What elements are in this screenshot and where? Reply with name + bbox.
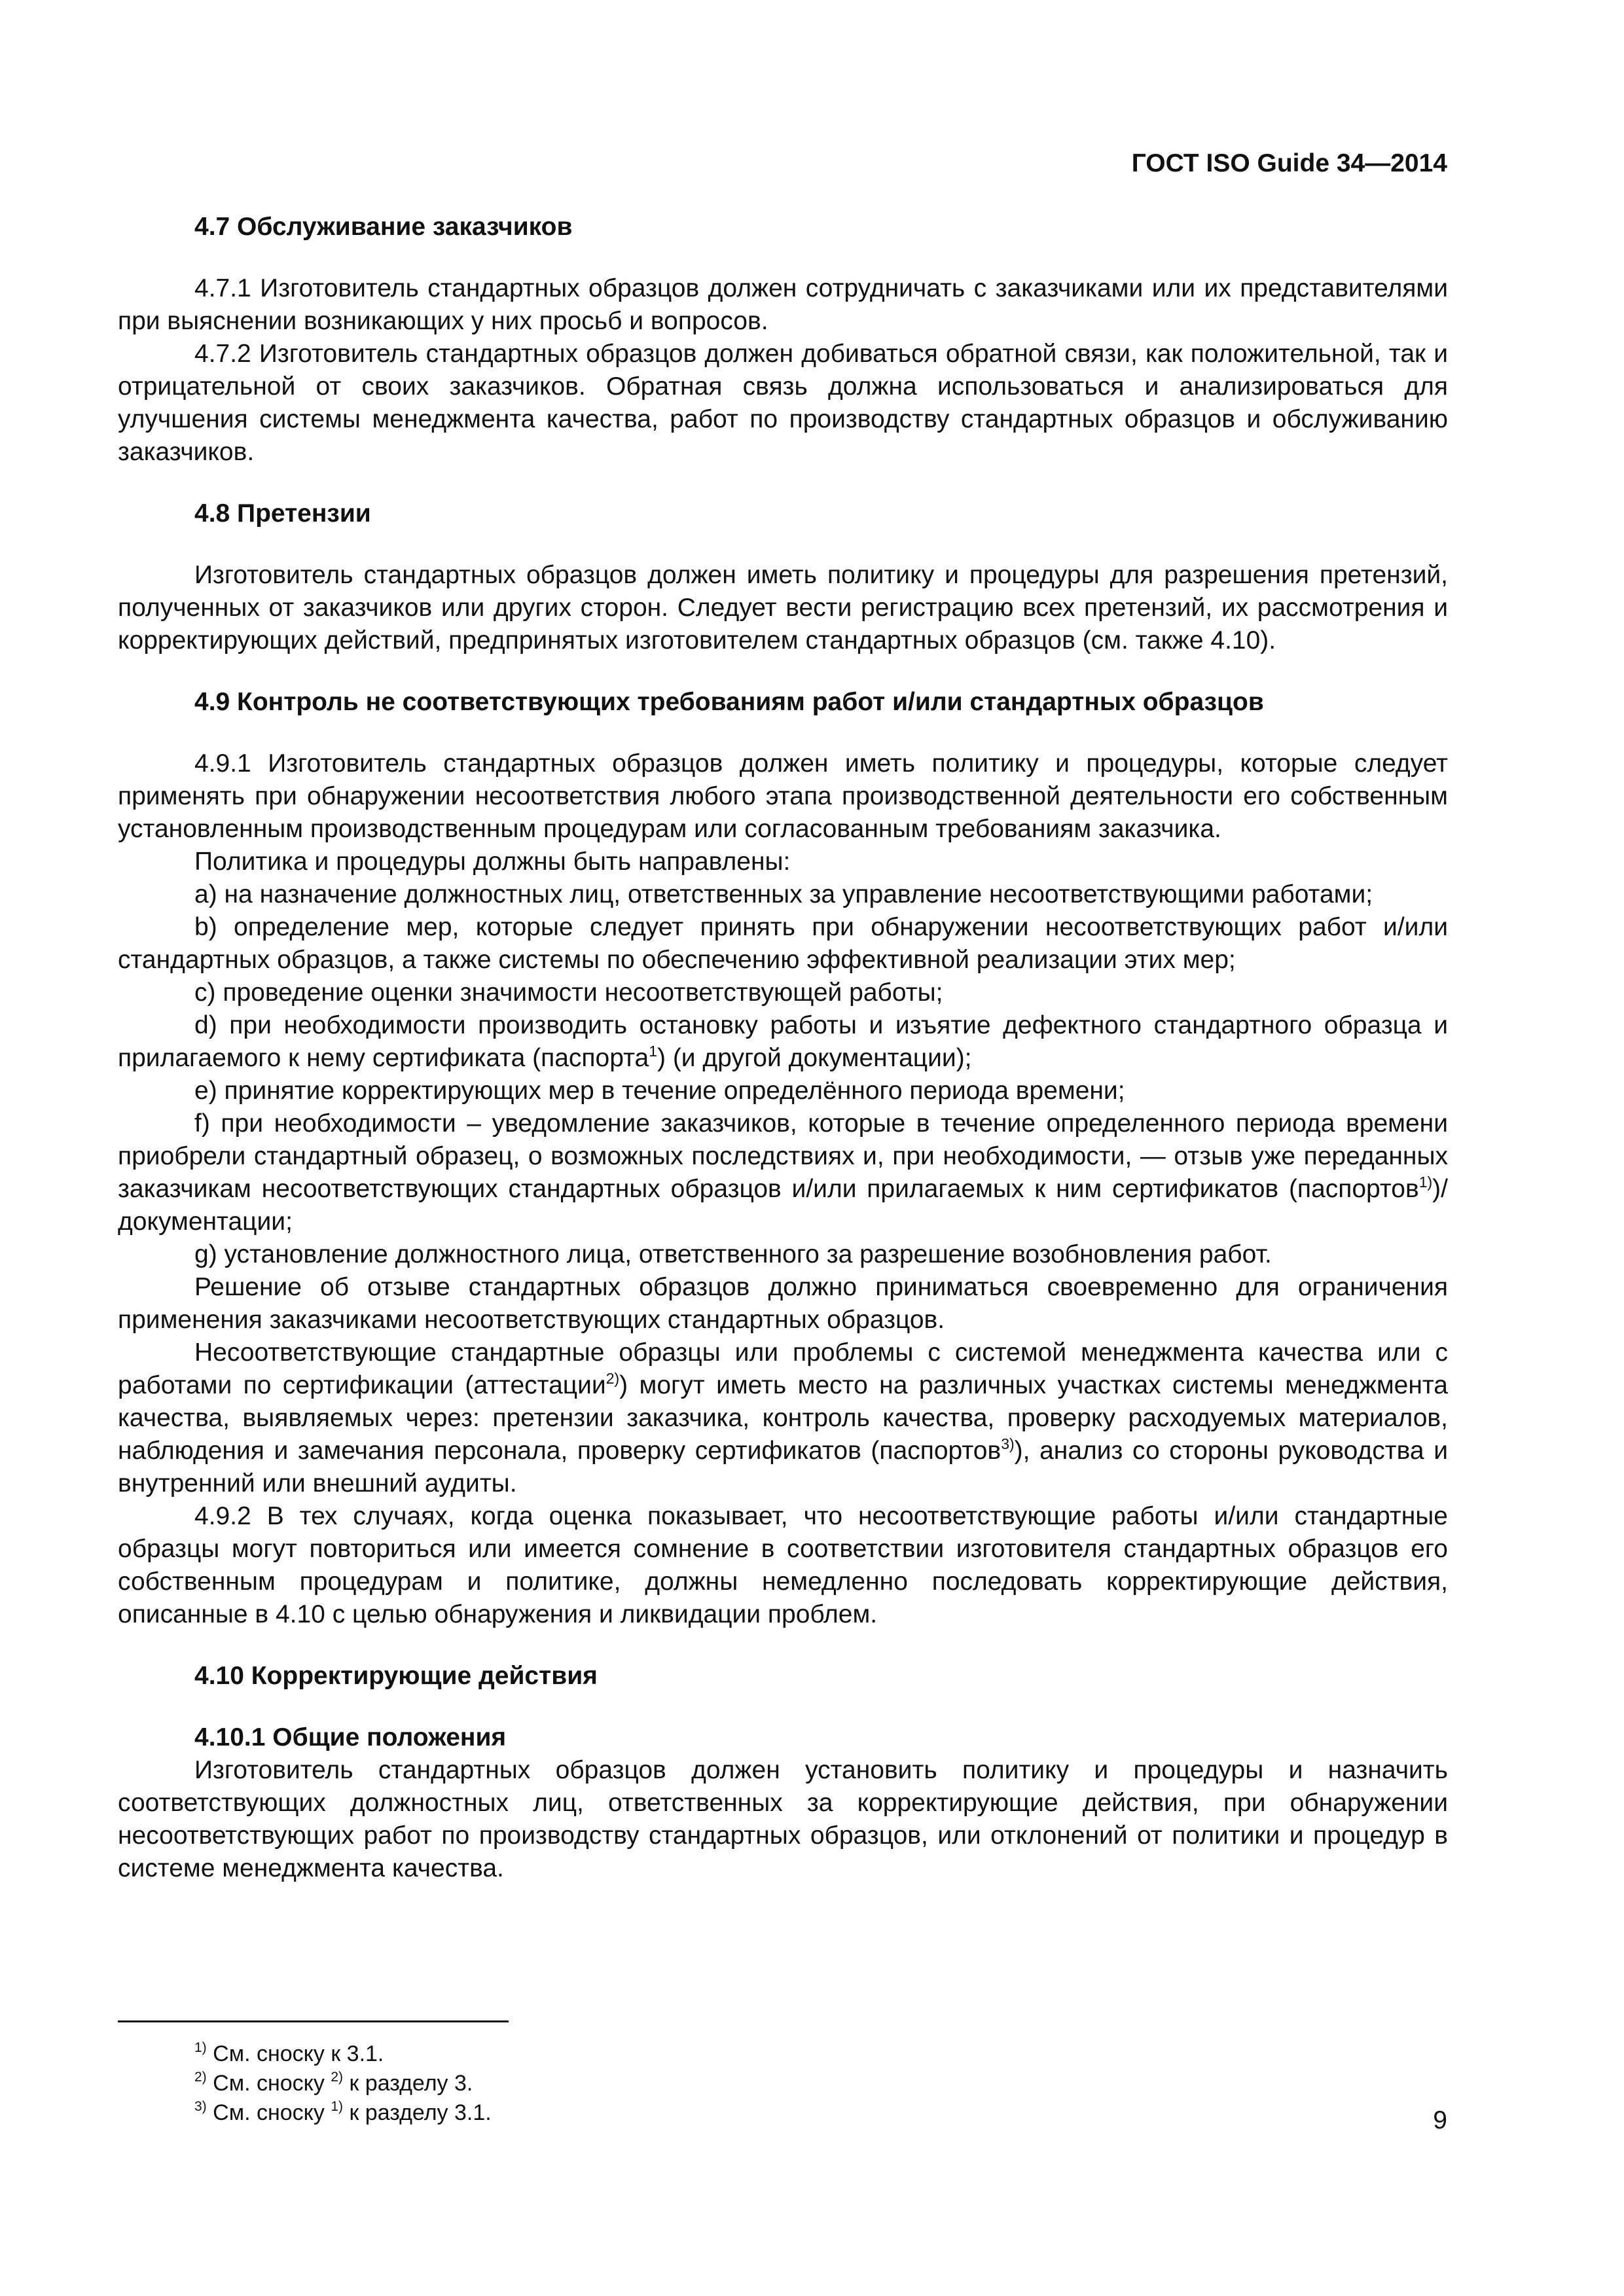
paragraph-4-8: Изготовитель стандартных образцов должен иметь политику и процедуры для разрешения претензий, полученных от заказчиков или других сторон. Следует вести регистрацию всех претензий, их рассмотрения и корректирующих действий, предпринятых изготовителем стандартных образцов (см. также 4.10). [118, 561, 1448, 655]
paragraph-4-7-1: 4.7.1 Изготовитель стандартных образцов должен сотрудничать с заказчиками или их представителями при выяснении возникающих у них просьб и вопросов. [118, 274, 1448, 335]
footnote-text-tail: к разделу 3.1. [343, 2100, 492, 2125]
subsection-4-10-1-title: 4.10.1 Общие положения [194, 1723, 507, 1751]
list-item-e: e) принятие корректирующих мер в течение определённого периода времени; [194, 1077, 1125, 1105]
list-item-a: a) на назначение должностных лиц, ответственных за управление несоответствующими работами; [194, 880, 1373, 908]
footnote-ref-2: 2) [605, 1370, 620, 1387]
section-4-8-title: 4.8 Претензии [194, 499, 371, 528]
footnote-text: См. сноску [206, 2100, 331, 2125]
page-number: 9 [1433, 2106, 1447, 2134]
paragraph-recall-decision: Решение об отзыве стандартных образцов должно приниматься своевременно для ограничения применения заказчиками несоответствующих стандартных образцов. [118, 1273, 1448, 1334]
list-item-d-text: d) при необходимости производить остановку работы и изъятие дефектного стандартного образца и прилагаемого к нему сертификата (паспорта [118, 1011, 1448, 1072]
list-item-f [118, 1107, 1448, 1238]
list-item-c: c) проведение оценки значимости несоответствующей работы; [194, 978, 943, 1007]
document-header: ГОСТ ISO Guide 34—2014 [1131, 149, 1447, 177]
footnote-mark: 2) [194, 2070, 207, 2085]
list-item-g: g) установление должностного лица, ответственного за разрешение возобновления работ. [194, 1240, 1272, 1268]
footnote-ref-3: 3) [1001, 1435, 1015, 1452]
paragraph-4-9-1: 4.9.1 Изготовитель стандартных образцов должен иметь политику и процедуры, которые следует применять при обнаружении несоответствия любого этапа производственной деятельности его собственным установленным производственным процедурам или согласованным требованиям заказчика. [118, 749, 1448, 843]
document-body [118, 211, 1448, 1885]
list-item-f-tail: )/документации; [118, 1175, 1448, 1236]
list-item-d [118, 1009, 1448, 1075]
paragraph-nonconforming-sources [118, 1336, 1448, 1500]
list-item-f-text: f) при необходимости – уведомление заказчиков, которые в течение определенного периода времени приобрели стандартный образец, о возможных последствиях и, при необходимости, — отзыв уже переданных заказчикам несоответствующих стандартных образцов и/или прилагаемых к ним сертификатов (паспортов [118, 1109, 1448, 1203]
footnote-inner-mark: 1) [331, 2099, 344, 2114]
section-4-7-title: 4.7 Обслуживание заказчиков [194, 213, 573, 241]
footnote-1 [194, 2039, 492, 2069]
paragraph-4-10-1: Изготовитель стандартных образцов должен установить политику и процедуры и назначить соответствующих должностных лиц, ответственных за корректирующие действия, при обнаружении несоответствующих работ по производству стандартных образцов, или отклонений от политики и процедур в системе менеджмента качества. [118, 1756, 1448, 1882]
footnote-mark: 1) [194, 2040, 207, 2055]
footnote-3 [194, 2098, 492, 2128]
footnote-text: См. сноску к 3.1. [206, 2041, 384, 2066]
section-4-10-title: 4.10 Корректирующие действия [194, 1662, 598, 1690]
paragraph-4-7-2: 4.7.2 Изготовитель стандартных образцов должен добиваться обратной связи, как положительной, так и отрицательной от своих заказчиков. Обратная связь должна использоваться и анализироваться для улучшения системы менеджмента качества, работ по производству стандартных образцов и обслуживанию заказчиков. [118, 340, 1448, 466]
paragraph-nc-text-1: Несоответствующие стандартные образцы или проблемы с системой менеджмента качества или с работами по сертификации (аттестации [118, 1338, 1448, 1399]
paragraph-nc-text-3: ), анализ со стороны руководства и внутренний или внешний аудиты. [118, 1437, 1448, 1498]
footnote-text: См. сноску [206, 2071, 331, 2096]
list-item-b: b) определение мер, которые следует принять при обнаружении несоответствующих работ и/или стандартных образцов, а также системы по обеспечению эффективной реализации этих мер; [118, 913, 1448, 974]
paragraph-policy-intro: Политика и процедуры должны быть направлены: [194, 848, 791, 876]
list-item-d-tail: ) (и другой документации); [657, 1044, 972, 1072]
footnote-2 [194, 2069, 492, 2098]
section-4-9-title: 4.9 Контроль не соответствующих требованиям работ и/или стандартных образцов [194, 688, 1264, 716]
footnote-ref-1: 1 [649, 1043, 657, 1060]
footnote-inner-mark: 2) [331, 2070, 344, 2085]
footnote-separator [118, 2020, 509, 2022]
footnote-ref-1b: 1) [1418, 1174, 1433, 1191]
footnotes [194, 2039, 492, 2128]
footnote-text-tail: к разделу 3. [343, 2071, 473, 2096]
paragraph-4-9-2: 4.9.2 В тех случаях, когда оценка показывает, что несоответствующие работы и/или стандартные образцы могут повториться или имеется сомнение в соответствии изготовителя стандартных образцов его собственным процедурам и политике, должны немедленно последовать корректирующие действия, описанные в 4.10 с целью обнаружения и ликвидации проблем. [118, 1502, 1448, 1628]
footnote-mark: 3) [194, 2099, 207, 2114]
paragraph-nc-text-2: ) могут иметь место на различных участках системы менеджмента качества, выявляемых через: претензии заказчика, контроль качества, проверку расходуемых материалов, наблюдения и замечания персонала, проверку сертификатов (паспортов [118, 1371, 1448, 1465]
